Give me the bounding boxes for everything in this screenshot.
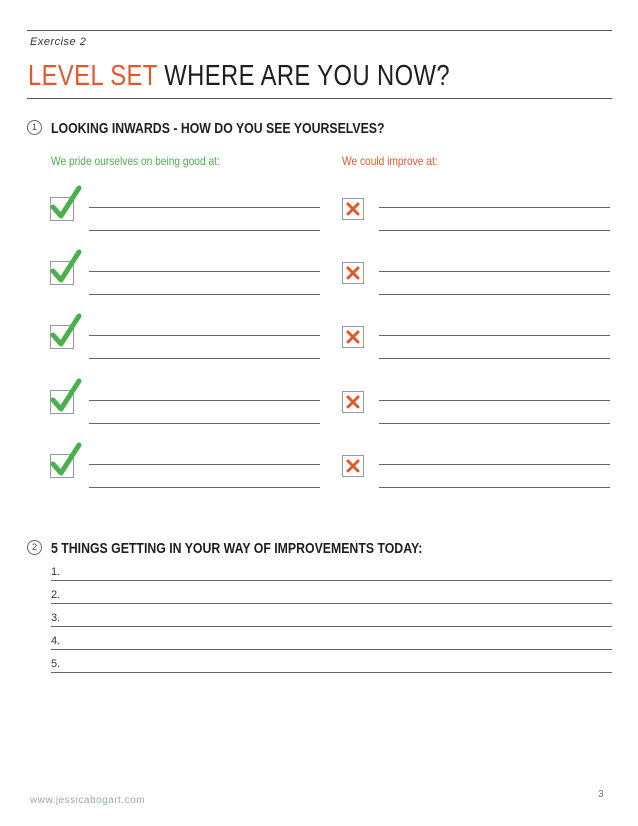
good-at-write-line[interactable] [89, 294, 320, 295]
good-at-write-line[interactable] [89, 400, 320, 401]
improve-at-label: We could improve at: [342, 154, 438, 168]
checkmark-icon [49, 254, 83, 284]
checkmark-icon [49, 318, 83, 348]
cross-icon [343, 263, 363, 283]
section-1-heading: LOOKING INWARDS - HOW DO YOU SEE YOURSELVES? [51, 120, 385, 137]
checkmark-icon [49, 383, 83, 413]
obstacle-write-line[interactable] [51, 580, 612, 581]
improve-at-write-line[interactable] [379, 335, 610, 336]
cross-icon [343, 392, 363, 412]
check-box[interactable] [50, 454, 74, 478]
cross-icon [343, 456, 363, 476]
title-divider [27, 98, 612, 99]
improve-at-write-line[interactable] [379, 294, 610, 295]
x-box[interactable] [342, 391, 364, 413]
obstacle-write-line[interactable] [51, 649, 612, 650]
page-title [28, 60, 450, 93]
good-at-write-line[interactable] [89, 423, 320, 424]
cross-icon [343, 199, 363, 219]
good-at-write-line[interactable] [89, 207, 320, 208]
section-2-heading: 5 THINGS GETTING IN YOUR WAY OF IMPROVEMENTS TODAY: [51, 540, 423, 557]
improve-at-write-line[interactable] [379, 358, 610, 359]
cross-icon [343, 327, 363, 347]
obstacle-write-line[interactable] [51, 603, 612, 604]
improve-at-write-line[interactable] [379, 271, 610, 272]
obstacle-item-label: 5. [51, 658, 61, 670]
obstacle-item-label: 3. [51, 612, 61, 624]
check-box[interactable] [50, 390, 74, 414]
checkmark-icon [49, 190, 83, 220]
obstacle-item-label: 4. [51, 635, 61, 647]
title-accent: LEVEL SET [28, 60, 158, 92]
checkmark-icon [49, 447, 83, 477]
good-at-write-line[interactable] [89, 464, 320, 465]
improve-at-write-line[interactable] [379, 487, 610, 488]
section-2-number: 2 [27, 540, 42, 555]
good-at-write-line[interactable] [89, 230, 320, 231]
check-box[interactable] [50, 261, 74, 285]
obstacle-write-line[interactable] [51, 626, 612, 627]
good-at-write-line[interactable] [89, 487, 320, 488]
section-1-number: 1 [27, 120, 42, 135]
good-at-write-line[interactable] [89, 335, 320, 336]
check-box[interactable] [50, 325, 74, 349]
x-box[interactable] [342, 262, 364, 284]
improve-at-write-line[interactable] [379, 423, 610, 424]
improve-at-write-line[interactable] [379, 464, 610, 465]
good-at-write-line[interactable] [89, 358, 320, 359]
x-box[interactable] [342, 198, 364, 220]
obstacle-item-label: 1. [51, 566, 61, 578]
exercise-label: Exercise 2 [30, 36, 87, 48]
obstacle-write-line[interactable] [51, 672, 612, 673]
improve-at-write-line[interactable] [379, 230, 610, 231]
check-box[interactable] [50, 197, 74, 221]
page-number: 3 [598, 789, 604, 800]
footer-website: www.jessicabogart.com [30, 795, 145, 806]
good-at-label: We pride ourselves on being good at: [51, 154, 220, 168]
good-at-write-line[interactable] [89, 271, 320, 272]
improve-at-write-line[interactable] [379, 207, 610, 208]
improve-at-write-line[interactable] [379, 400, 610, 401]
top-divider [27, 30, 612, 31]
obstacle-item-label: 2. [51, 589, 61, 601]
x-box[interactable] [342, 326, 364, 348]
x-box[interactable] [342, 455, 364, 477]
title-main: WHERE ARE YOU NOW? [164, 60, 451, 92]
